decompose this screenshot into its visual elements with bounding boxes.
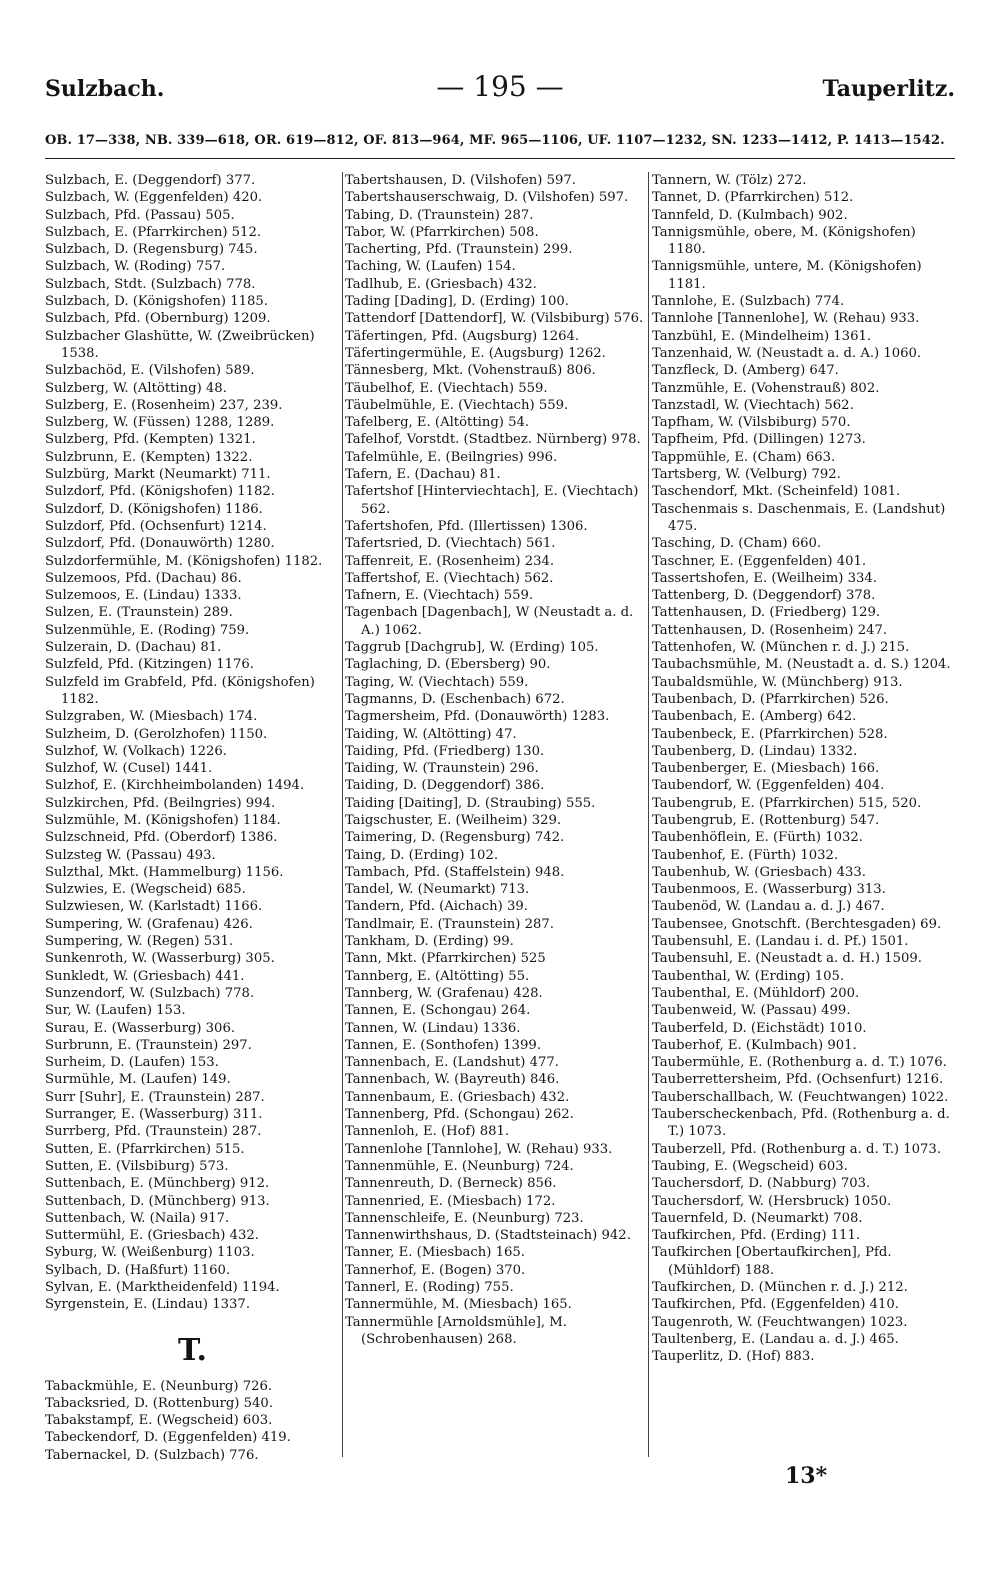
index-entry: Tasching, D. (Cham) 660. <box>652 536 822 552</box>
index-entry: Tadlhub, E. (Griesbach) 432. <box>345 276 537 292</box>
index-entry: Sulzsteg W. (Passau) 493. <box>45 847 216 863</box>
index-entry: Tabor, W. (Pfarrkirchen) 508. <box>345 224 539 240</box>
index-entry: Tabeckendorf, D. (Eggenfelden) 419. <box>45 1430 291 1446</box>
index-entry: Taultenberg, E. (Landau a. d. J.) 465. <box>652 1331 899 1347</box>
index-entry: Tabernackel, D. (Sulzbach) 776. <box>45 1447 259 1463</box>
page-number: — 195 — <box>436 70 564 103</box>
index-entry: Tannenwirthshaus, D. (Stadtsteinach) 942. <box>345 1228 631 1244</box>
header-rule <box>45 158 955 159</box>
index-entry: Syburg, W. (Weißenburg) 1103. <box>45 1245 255 1261</box>
index-entry: Taugenroth, W. (Feuchtwangen) 1023. <box>652 1314 908 1330</box>
index-entry: Sutten, E. (Pfarrkirchen) 515. <box>45 1141 245 1157</box>
index-entry: Tattenhausen, D. (Friedberg) 129. <box>652 605 881 621</box>
header-right-catchword: Tauperlitz. <box>822 76 955 102</box>
index-entry: Taggrub [Dachgrub], W. (Erding) 105. <box>345 640 599 656</box>
index-entry: Tannenreuth, D. (Berneck) 856. <box>345 1176 557 1192</box>
index-entry: Taiding [Daiting], D. (Straubing) 555. <box>345 795 596 811</box>
index-entry: Tabakstampf, E. (Wegscheid) 603. <box>45 1413 273 1429</box>
index-entry: Taubenberger, E. (Miesbach) 166. <box>652 761 880 777</box>
index-entry: Tading [Dading], D. (Erding) 100. <box>345 294 569 310</box>
index-entry: Tannlohe, E. (Sulzbach) 774. <box>652 294 845 310</box>
index-entry: Taubengrub, E. (Rottenburg) 547. <box>652 812 880 828</box>
index-entry: Sulzwiesen, W. (Karlstadt) 1166. <box>45 899 263 915</box>
index-entry: Sunzendorf, W. (Sulzbach) 778. <box>45 985 255 1001</box>
index-entry: Taubenöd, W. (Landau a. d. J.) 467. <box>652 899 885 915</box>
index-entry: Sulzheim, D. (Gerolzhofen) 1150. <box>45 726 268 742</box>
index-entry: Tannermühle [Arnoldsmühle], M. (Schrobenhausen) 268. <box>345 1314 568 1347</box>
index-entry: Suttenbach, E. (Münchberg) 912. <box>45 1176 270 1192</box>
column-2 <box>345 172 645 1348</box>
index-entry: Tafelhof, Vorstdt. (Stadtbez. Nürnberg) 978. <box>345 432 641 448</box>
index-entry: Tassertshofen, E. (Weilheim) 334. <box>652 570 877 586</box>
index-entry: Surbrunn, E. (Traunstein) 297. <box>45 1037 252 1053</box>
column-1-entries-t <box>45 1378 340 1464</box>
index-entry: Sulzfeld im Grabfeld, Pfd. (Königshofen) 1182. <box>45 674 315 707</box>
index-entry: Tanzstadl, W. (Viechtach) 562. <box>652 397 854 413</box>
index-entry: Sulzbach, Pfd. (Obernburg) 1209. <box>45 311 271 327</box>
index-entry: Tagmersheim, Pfd. (Donauwörth) 1283. <box>345 709 610 725</box>
index-entry: Tannenschleife, E. (Neunburg) 723. <box>345 1210 584 1226</box>
index-entry: Tannern, W. (Tölz) 272. <box>652 173 807 188</box>
index-entry: Sulzhof, W. (Volkach) 1226. <box>45 743 227 759</box>
index-entry: Sulzfeld, Pfd. (Kitzingen) 1176. <box>45 657 255 673</box>
index-entry: Tabackmühle, E. (Neunburg) 726. <box>45 1378 273 1394</box>
index-entry: Tanner, E. (Miesbach) 165. <box>345 1245 525 1261</box>
index-entry: Taubensuhl, E. (Landau i. d. Pf.) 1501. <box>652 934 909 950</box>
index-entry: Sunkenroth, W. (Wasserburg) 305. <box>45 951 275 967</box>
index-entry: Sulzbrunn, E. (Kempten) 1322. <box>45 449 253 465</box>
index-entry: Suttenbach, D. (Münchberg) 913. <box>45 1193 270 1209</box>
index-entry: Taschenmais s. Daschenmais, E. (Landshut) 475. <box>652 501 946 534</box>
index-entry: Tandel, W. (Neumarkt) 713. <box>345 882 530 898</box>
column-divider-2 <box>648 172 649 1457</box>
index-entry: Sulzdorf, Pfd. (Donauwörth) 1280. <box>45 536 275 552</box>
index-entry: Taubenhöflein, E. (Fürth) 1032. <box>652 830 863 846</box>
index-entry: Surr [Suhr], E. (Traunstein) 287. <box>45 1089 265 1105</box>
index-entry: Tacherting, Pfd. (Traunstein) 299. <box>345 242 573 258</box>
index-entry: Taubenbach, D. (Pfarrkirchen) 526. <box>652 691 889 707</box>
index-entry: Täfertingen, Pfd. (Augsburg) 1264. <box>345 328 580 344</box>
index-entry: Sulzthal, Mkt. (Hammelburg) 1156. <box>45 864 284 880</box>
index-entry: Sulzhof, W. (Cusel) 1441. <box>45 761 213 777</box>
index-entry: Sulzbachöd, E. (Vilshofen) 589. <box>45 363 255 379</box>
index-entry: Tannet, D. (Pfarrkirchen) 512. <box>652 190 854 206</box>
header-left-catchword: Sulzbach. <box>45 76 165 102</box>
index-entry: Taubenbeck, E. (Pfarrkirchen) 528. <box>652 726 888 742</box>
index-entry: Sur, W. (Laufen) 153. <box>45 1003 186 1019</box>
index-entry: Taubenhub, W. (Griesbach) 433. <box>652 864 866 880</box>
index-entry: Sylbach, D. (Haßfurt) 1160. <box>45 1262 231 1278</box>
index-entry: Surau, E. (Wasserburg) 306. <box>45 1020 236 1036</box>
index-entry: Taufkirchen, Pfd. (Erding) 111. <box>652 1228 861 1244</box>
page-header <box>45 70 955 110</box>
index-entry: Tafelberg, E. (Altötting) 54. <box>345 415 530 431</box>
index-entry: Täubelhof, E. (Viechtach) 559. <box>345 380 548 396</box>
index-entry: Taufkirchen, D. (München r. d. J.) 212. <box>652 1280 908 1295</box>
index-entry: Tabertshausen, D. (Vilshofen) 597. <box>345 173 576 188</box>
index-entry: Tabacksried, D. (Rottenburg) 540. <box>45 1395 274 1411</box>
index-entry: Tauberschallbach, W. (Feuchtwangen) 1022. <box>652 1089 949 1105</box>
index-entry: Taiding, Pfd. (Friedberg) 130. <box>345 743 545 759</box>
index-entry: Tann, Mkt. (Pfarrkirchen) 525 <box>345 951 546 967</box>
index-entry: Tännesberg, Mkt. (Vohenstrauß) 806. <box>345 363 596 379</box>
index-entry: Sulzwies, E. (Wegscheid) 685. <box>45 882 246 898</box>
index-entry: Tapfheim, Pfd. (Dillingen) 1273. <box>652 432 866 448</box>
index-entry: Suttermühl, E. (Griesbach) 432. <box>45 1228 259 1244</box>
printer-signature: 13* <box>785 1463 828 1489</box>
index-entry: Taffertshof, E. (Viechtach) 562. <box>345 570 554 586</box>
index-entry: Täfertingermühle, E. (Augsburg) 1262. <box>345 345 606 361</box>
index-entry: Taschendorf, Mkt. (Scheinfeld) 1081. <box>652 484 901 500</box>
index-entry: Tannfeld, D. (Kulmbach) 902. <box>652 207 848 223</box>
index-entry: Sulzdorfermühle, M. (Königshofen) 1182. <box>45 553 323 569</box>
index-entry: Sumpering, W. (Grafenau) 426. <box>45 916 253 932</box>
index-entry: Tannenbaum, E. (Griesbach) 432. <box>345 1089 570 1105</box>
index-entry: Sulzbürg, Markt (Neumarkt) 711. <box>45 467 271 483</box>
index-entry: Tauberrettersheim, Pfd. (Ochsenfurt) 1216. <box>652 1072 944 1088</box>
index-entry: Sulzbach, W. (Roding) 757. <box>45 259 226 275</box>
index-entry: Sulzbach, D. (Regensburg) 745. <box>45 242 258 258</box>
index-entry: Tannlohe [Tannenlohe], W. (Rehau) 933. <box>652 311 920 327</box>
index-entry: Tauernfeld, D. (Neumarkt) 708. <box>652 1210 863 1226</box>
index-entry: Tannen, E. (Schongau) 264. <box>345 1003 531 1019</box>
index-entry: Tagmanns, D. (Eschenbach) 672. <box>345 691 565 707</box>
index-entry: Tafelmühle, E. (Beilngries) 996. <box>345 449 558 465</box>
index-entry: Taimering, D. (Regensburg) 742. <box>345 830 565 846</box>
index-entry: Taubenthal, E. (Mühldorf) 200. <box>652 985 860 1001</box>
index-entry: Taglaching, D. (Ebersberg) 90. <box>345 657 551 673</box>
index-entry: Sulzenmühle, E. (Roding) 759. <box>45 622 250 638</box>
index-entry: Tauchersdorf, D. (Nabburg) 703. <box>652 1176 871 1192</box>
index-entry: Tattendorf [Dattendorf], W. (Vilsbiburg) 576. <box>345 311 644 327</box>
index-entry: Sulzbach, D. (Königshofen) 1185. <box>45 294 268 310</box>
index-entry: Taufkirchen, Pfd. (Eggenfelden) 410. <box>652 1297 899 1313</box>
index-entry: Surranger, E. (Wasserburg) 311. <box>45 1107 263 1123</box>
index-entry: Täubelmühle, E. (Viechtach) 559. <box>345 397 569 413</box>
index-entry: Sulzdorf, Pfd. (Ochsenfurt) 1214. <box>45 518 267 534</box>
index-entry: Surmühle, M. (Laufen) 149. <box>45 1072 231 1088</box>
index-entry: Taubendorf, W. (Eggenfelden) 404. <box>652 778 885 794</box>
index-entry: Taschner, E. (Eggenfelden) 401. <box>652 553 867 569</box>
index-entry: Tartsberg, W. (Velburg) 792. <box>652 467 841 483</box>
index-entry: Tafertshof [Hinterviechtach], E. (Viechtach) 562. <box>345 484 639 517</box>
index-entry: Tannberg, E. (Altötting) 55. <box>345 968 530 984</box>
index-entry: Sulzdorf, Pfd. (Königshofen) 1182. <box>45 484 275 500</box>
index-entry: Taubensee, Gnotschft. (Berchtesgaden) 69. <box>652 916 942 932</box>
index-entry: Taiding, W. (Traunstein) 296. <box>345 761 539 777</box>
index-entry: Sulzemoos, Pfd. (Dachau) 86. <box>45 570 242 586</box>
index-entry: Tannenbach, E. (Landshut) 477. <box>345 1055 559 1071</box>
index-entry: Tannigsmühle, untere, M. (Königshofen) 1181. <box>652 259 922 292</box>
index-entry: Tafertshofen, Pfd. (Illertissen) 1306. <box>345 518 588 534</box>
index-entry: Tanzenhaid, W. (Neustadt a. d. A.) 1060. <box>652 345 922 361</box>
index-entry: Surheim, D. (Laufen) 153. <box>45 1055 219 1071</box>
column-1-entries-s <box>45 172 340 1314</box>
index-entry: Surrberg, Pfd. (Traunstein) 287. <box>45 1124 262 1140</box>
index-entry: Tankham, D. (Erding) 99. <box>345 934 514 950</box>
column-1 <box>45 172 340 1464</box>
district-abbreviation-key: OB. 17—338, NB. 339—618, OR. 619—812, OF. 813—964, MF. 965—1106, UF. 1107—1232, SN. 1233—1412, P. 1413—1542. <box>45 133 945 148</box>
index-entry: Sulzschneid, Pfd. (Oberdorf) 1386. <box>45 830 278 846</box>
index-entry: Taubermühle, E. (Rothenburg a. d. T.) 1076. <box>652 1055 947 1071</box>
index-entry: Taubenthal, W. (Erding) 105. <box>652 968 845 984</box>
index-entry: Sulzbacher Glashütte, W. (Zweibrücken) 1538. <box>45 328 315 361</box>
index-entry: Taigschuster, E. (Weilheim) 329. <box>345 812 562 828</box>
index-entry: Sulzbach, W. (Eggenfelden) 420. <box>45 190 263 206</box>
index-entry: Tannen, E. (Sonthofen) 1399. <box>345 1037 541 1053</box>
index-entry: Tattenberg, D. (Deggendorf) 378. <box>652 588 876 604</box>
index-entry: Taubenbach, E. (Amberg) 642. <box>652 709 857 725</box>
index-entry: Sumpering, W. (Regen) 531. <box>45 934 234 950</box>
index-entry: Tannen, W. (Lindau) 1336. <box>345 1020 521 1036</box>
index-entry: Sylvan, E. (Marktheidenfeld) 1194. <box>45 1280 280 1295</box>
index-entry: Tafern, E. (Dachau) 81. <box>345 467 501 483</box>
index-entry: Tannenbach, W. (Bayreuth) 846. <box>345 1072 560 1088</box>
index-entry: Sulzberg, Pfd. (Kempten) 1321. <box>45 432 256 448</box>
index-entry: Tannerhof, E. (Bogen) 370. <box>345 1262 526 1278</box>
index-entry: Sulzen, E. (Traunstein) 289. <box>45 605 233 621</box>
index-entry: Sulzkirchen, Pfd. (Beilngries) 994. <box>45 795 276 811</box>
index-entry: Sulzberg, E. (Rosenheim) 237, 239. <box>45 397 283 413</box>
index-entry: Taubenmoos, E. (Wasserburg) 313. <box>652 882 886 898</box>
index-entry: Taubenweid, W. (Passau) 499. <box>652 1003 851 1019</box>
index-entry: Tauberhof, E. (Kulmbach) 901. <box>652 1037 857 1053</box>
index-entry: Tannberg, W. (Grafenau) 428. <box>345 985 543 1001</box>
index-entry: Taiding, D. (Deggendorf) 386. <box>345 778 545 794</box>
index-entry: Sulzbach, E. (Pfarrkirchen) 512. <box>45 224 262 240</box>
index-entry: Tambach, Pfd. (Staffelstein) 948. <box>345 864 565 880</box>
index-entry: Tauberzell, Pfd. (Rothenburg a. d. T.) 1073. <box>652 1141 942 1157</box>
index-entry: Tanzbühl, E. (Mindelheim) 1361. <box>652 328 872 344</box>
column-3 <box>652 172 957 1365</box>
index-entry: Tauperlitz, D. (Hof) 883. <box>652 1349 815 1365</box>
index-entry: Sutten, E. (Vilsbiburg) 573. <box>45 1158 229 1174</box>
index-entry: Tabing, D. (Traunstein) 287. <box>345 207 534 223</box>
index-entry: Tanzmühle, E. (Vohenstrauß) 802. <box>652 380 880 396</box>
index-entry: Sulzdorf, D. (Königshofen) 1186. <box>45 501 263 517</box>
index-entry: Taiding, W. (Altötting) 47. <box>345 726 517 742</box>
index-entry: Tattenhofen, W. (München r. d. J.) 215. <box>652 640 910 656</box>
index-entry: Sulzberg, W. (Füssen) 1288, 1289. <box>45 415 275 431</box>
index-entry: Tannenloh, E. (Hof) 881. <box>345 1124 510 1140</box>
index-entry: Sulzbach, Stdt. (Sulzbach) 778. <box>45 276 256 292</box>
index-entry: Tattenhausen, D. (Rosenheim) 247. <box>652 622 888 638</box>
index-entry: Taufkirchen [Obertaufkirchen], Pfd. (Mühldorf) 188. <box>652 1245 892 1278</box>
index-entry: Taubing, E. (Wegscheid) 603. <box>652 1158 848 1174</box>
index-entry: Sulzbach, E. (Deggendorf) 377. <box>45 173 256 188</box>
index-entry: Tabertshauserschwaig, D. (Vilshofen) 597. <box>345 190 629 206</box>
index-entry: Tafnern, E. (Viechtach) 559. <box>345 588 534 604</box>
index-entry: Tauberfeld, D. (Eichstädt) 1010. <box>652 1020 867 1036</box>
index-entry: Sulzerain, D. (Dachau) 81. <box>45 640 222 656</box>
index-entry: Tannenlohe [Tannlohe], W. (Rehau) 933. <box>345 1141 613 1157</box>
index-entry: Tapfham, W. (Vilsbiburg) 570. <box>652 415 851 431</box>
index-entry: Tannenberg, Pfd. (Schongau) 262. <box>345 1107 574 1123</box>
index-entry: Taubenberg, D. (Lindau) 1332. <box>652 743 858 759</box>
index-entry: Taubaldsmühle, W. (Münchberg) 913. <box>652 674 903 690</box>
index-entry: Tappmühle, E. (Cham) 663. <box>652 449 836 465</box>
index-entry: Taing, D. (Erding) 102. <box>345 847 499 863</box>
index-entry: Tannerl, E. (Roding) 755. <box>345 1280 514 1295</box>
index-entry: Tannermühle, M. (Miesbach) 165. <box>345 1297 572 1313</box>
index-entry: Syrgenstein, E. (Lindau) 1337. <box>45 1297 251 1313</box>
index-entry: Tagenbach [Dagenbach], W (Neustadt a. d. A.) 1062. <box>345 605 634 638</box>
index-entry: Taffenreit, E. (Rosenheim) 234. <box>345 553 555 569</box>
index-entry: Tannenried, E. (Miesbach) 172. <box>345 1193 556 1209</box>
index-entry: Sulzemoos, E. (Lindau) 1333. <box>45 588 242 604</box>
section-heading-t: T. <box>178 1332 207 1368</box>
index-entry: Tannenmühle, E. (Neunburg) 724. <box>345 1158 574 1174</box>
index-entry: Taubachsmühle, M. (Neustadt a. d. S.) 1204. <box>652 657 951 673</box>
index-entry: Sulzberg, W. (Altötting) 48. <box>45 380 227 396</box>
index-entry: Suttenbach, W. (Naila) 917. <box>45 1210 230 1226</box>
index-entry: Tandern, Pfd. (Aichach) 39. <box>345 899 528 915</box>
index-entry: Sulzmühle, M. (Königshofen) 1184. <box>45 812 281 828</box>
index-entry: Tauberscheckenbach, Pfd. (Rothenburg a. d. T.) 1073. <box>652 1107 950 1140</box>
index-entry: Taching, W. (Laufen) 154. <box>345 259 516 275</box>
index-entry: Taubengrub, E. (Pfarrkirchen) 515, 520. <box>652 795 922 811</box>
index-entry: Taubensuhl, E. (Neustadt a. d. H.) 1509. <box>652 951 922 967</box>
index-entry: Sulzgraben, W. (Miesbach) 174. <box>45 709 258 725</box>
index-entry: Sulzhof, E. (Kirchheimbolanden) 1494. <box>45 778 305 794</box>
index-entry: Tandlmair, E. (Traunstein) 287. <box>345 916 554 932</box>
index-entry: Tauchersdorf, W. (Hersbruck) 1050. <box>652 1193 892 1209</box>
column-divider-1 <box>342 172 343 1457</box>
index-entry: Tafertsried, D. (Viechtach) 561. <box>345 536 556 552</box>
index-entry: Taging, W. (Viechtach) 559. <box>345 674 529 690</box>
index-entry: Sulzbach, Pfd. (Passau) 505. <box>45 207 235 223</box>
index-entry: Taubenhof, E. (Fürth) 1032. <box>652 847 839 863</box>
index-entry: Tannigsmühle, obere, M. (Königshofen) 1180. <box>652 224 916 258</box>
index-entry: Tanzfleck, D. (Amberg) 647. <box>652 363 839 379</box>
index-entry: Sunkledt, W. (Griesbach) 441. <box>45 968 245 984</box>
